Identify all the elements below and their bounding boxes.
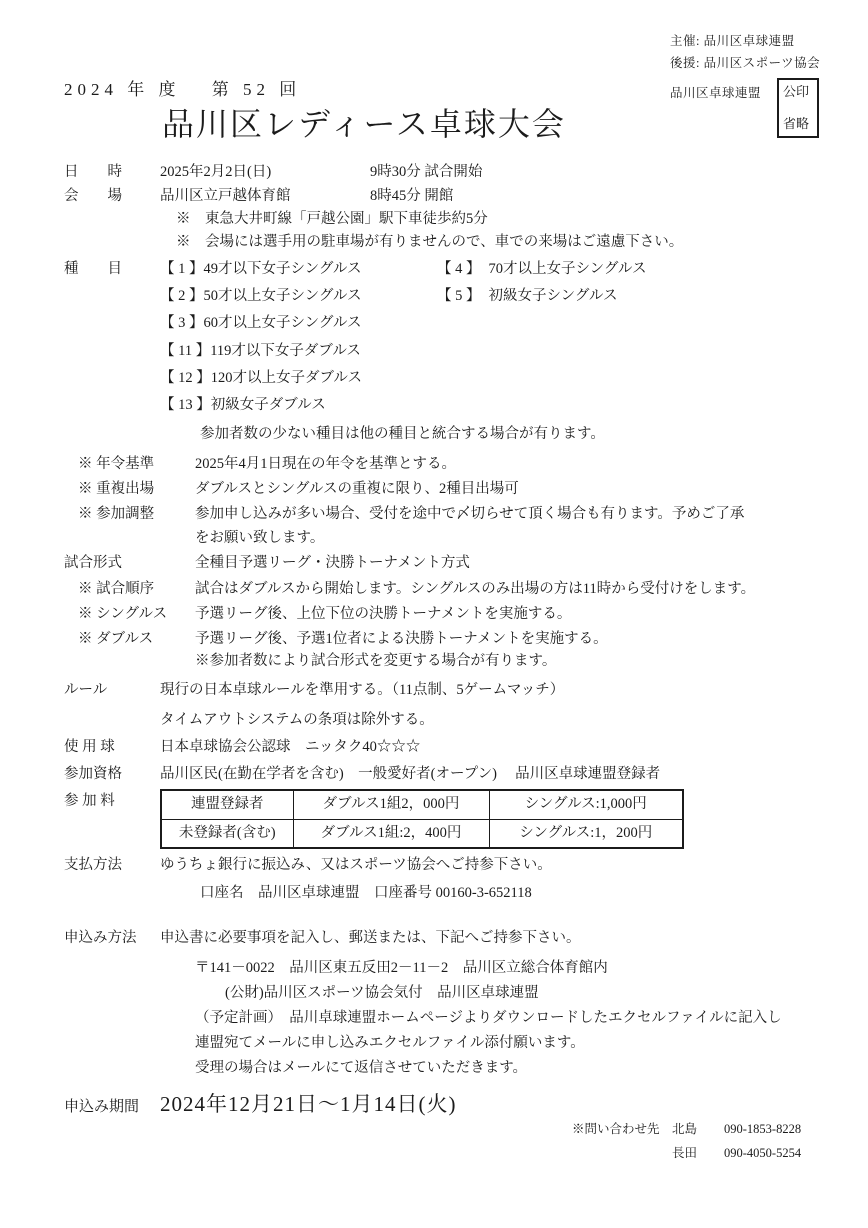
events-label: 種 目 [64,261,122,278]
fees-label: 参 加 料 [64,793,115,810]
venue-row [64,188,868,205]
match-format-label: 試合形式 [64,555,122,572]
eligibility-value: 品川区民(在勤在学者を含む) 一般愛好者(オープン) 品川区卓球連盟登録者 [160,766,661,783]
bank-account-line: 口座名 品川区卓球連盟 口座番号 00160-3-652118 [200,884,532,901]
contact-name: 長田 [672,1146,698,1161]
application-row [64,930,868,947]
fee-cell: シングルス:1,000円 [489,790,683,819]
payment-method: ゆうちょ銀行に振込み、又はスポーツ協会へご持参下さい。 [160,856,552,873]
event-item [437,261,646,278]
rules-row [64,682,868,699]
access-note: ※ 東急大井町線「戸越公園」駅下車徒歩約5分 [176,211,488,228]
event-name: 初級女子ダブルス [210,396,326,413]
event-number: 【 3 】 [160,315,204,332]
singles-format-row [78,606,868,623]
contact-phone: 090-1853-8228 [724,1122,802,1137]
fee-table-row [161,790,683,819]
seal-omitted-box [777,78,819,138]
participation-adjust-row [78,506,868,523]
eligibility-label: 参加資格 [64,766,122,783]
application-care-of: (公財)品川区スポーツ協会気付 品川区卓球連盟 [225,985,539,1002]
events-merge-note: 参加者数の少ない種目は他の種目と統合する場合が有ります。 [200,425,605,442]
events-header-row [64,261,868,278]
application-period-value: 2024年12月21日～1月14日(火) [160,1091,457,1116]
contact-phone: 090-4050-5254 [724,1146,802,1161]
event-number: 【 11 】 [160,342,211,359]
parking-note: ※ 会場には選手用の駐車場が有りませんので、車での来場はご遠慮下さい。 [176,234,684,251]
event-item [160,261,437,278]
event-name: 119才以下女子ダブルス [210,342,361,359]
event-item [160,315,437,332]
event-item [160,370,437,387]
date-value: 2025年2月2日(日) [160,163,272,180]
event-number: 【 5 】 [437,288,481,305]
event-item [437,288,617,305]
rules-line-2: タイムアウトシステムの条項は除外する。 [160,712,434,729]
doubles-format-label: ※ ダブルス [78,630,154,647]
federation-name: 品川区卓球連盟 [670,85,762,100]
federation-row [670,78,820,138]
doubles-format-text: 予選リーグ後、予選1位者による決勝トーナメントを実施する。 [195,630,608,647]
contact-prefix: ※問い合わせ先 [572,1122,660,1137]
rules-cont-row [64,712,868,729]
fee-cell: シングルス:1，200円 [489,819,683,848]
events-row [160,370,868,387]
events-row [160,315,868,332]
age-basis-row [78,456,868,473]
events-row [160,288,868,305]
match-order-row [78,581,868,598]
organizer-line: 主催: 品川区卓球連盟 [670,34,795,48]
duplicate-entry-text: ダブルスとシングルスの重複に限り、2種目出場可 [195,481,519,498]
event-item [160,343,437,360]
doubles-format-row [78,631,868,648]
application-address: 〒141－0022 品川区東五反田2－11－2 品川区立総合体育館内 [195,959,608,976]
application-email-line: 連盟宛てメールに申し込みエクセルファイル添付願います。 [195,1035,585,1052]
support-line: 後援: 品川区スポーツ協会 [670,55,821,70]
participation-adjust-cont: をお願い致します。 [195,530,325,547]
open-time: 8時45分 開館 [370,187,454,204]
duplicate-entry-row [78,481,868,498]
ball-value: 日本卓球協会公認球 ニッタク40☆☆☆ [160,739,421,756]
age-basis-text: 2025年4月1日現在の年令を基準とする。 [195,456,456,472]
venue-name: 品川区立戸越体育館 [160,187,291,204]
contact-name: 北島 [672,1122,698,1137]
events-row [160,397,868,414]
application-period-row [64,1092,868,1117]
event-name: 70才以上女子シングルス [488,261,647,278]
match-order-text: 試合はダブルスから開始します。シングルスのみ出場の方は11時から受付けをします。 [195,580,756,597]
application-plan-line: （予定計画） 品川卓球連盟ホームページよりダウンロードしたエクセルファイルに記入し [195,1010,782,1027]
tournament-title: 品川区レディース卓球大会 [162,106,566,143]
event-number: 【 2 】 [160,288,204,305]
events-row [160,343,868,360]
event-name: 49才以下女子シングルス [203,261,362,278]
ball-label: 使 用 球 [64,739,115,756]
start-time: 9時30分 試合開始 [370,163,483,180]
duplicate-entry-label: ※ 重複出場 [78,481,155,498]
eligibility-row [64,766,868,783]
fee-cell: ダブルス1組:2，400円 [293,819,489,848]
participation-adjust-text: 参加申し込みが多い場合、受付を途中で〆切らせて頂く場合も有ります。予めご了承 [195,506,745,523]
event-item [160,288,437,305]
singles-format-label: ※ シングルス [78,605,168,622]
fee-table [160,789,684,848]
participation-adjust-label: ※ 参加調整 [78,506,155,523]
application-period-label: 申込み期間 [64,1098,140,1115]
date-label: 日 時 [64,163,122,180]
seal-line-1: 公印 [783,83,810,99]
ball-row [64,739,868,756]
year-edition-line: 2024 年 度 第 52 回 [64,80,302,99]
match-order-label: ※ 試合順序 [78,580,155,597]
event-name: 60才以上女子シングルス [203,315,362,332]
fee-cell: ダブルス1組2，000円 [293,790,489,819]
fee-cell: 未登録者(含む) [161,819,293,848]
singles-format-text: 予選リーグ後、上位下位の決勝トーナメントを実施する。 [195,605,572,622]
format-change-note: ※参加者数により試合形式を変更する場合が有ります。 [195,652,557,669]
payment-label: 支払方法 [64,856,122,873]
application-reply-line: 受理の場合はメールにて返信させていただきます。 [195,1060,528,1077]
rules-label: ルール [64,681,108,698]
event-number: 【 4 】 [437,261,481,278]
event-item [160,397,437,414]
header-right-block [670,34,820,138]
date-row [64,164,868,181]
fee-table-row [161,819,683,848]
match-format-row [64,555,868,572]
application-label: 申込み方法 [64,929,137,946]
event-name: 50才以上女子シングルス [203,288,362,305]
fee-cell: 連盟登録者 [161,790,293,819]
payment-row [64,857,868,874]
event-name: 120才以上女子ダブルス [210,369,362,386]
contact-spacer [572,1146,672,1161]
match-format-value: 全種目予選リーグ・決勝トーナメント方式 [195,555,470,572]
venue-label: 会 場 [64,187,122,204]
contact-block [572,1122,868,1161]
seal-line-2: 省略 [783,116,810,132]
event-number: 【 1 】 [160,261,204,278]
event-number: 【 13 】 [160,396,211,413]
rules-spacer [64,712,160,729]
fees-row [64,793,868,848]
event-number: 【 12 】 [160,369,211,386]
event-name: 初級女子シングルス [488,288,618,305]
application-method: 申込書に必要事項を記入し、郵送または、下記へご持参下さい。 [160,929,581,946]
age-basis-label: ※ 年令基準 [78,456,155,472]
rules-line-1: 現行の日本卓球ルールを準用する。（11点制、5ゲームマッチ） [160,681,565,698]
